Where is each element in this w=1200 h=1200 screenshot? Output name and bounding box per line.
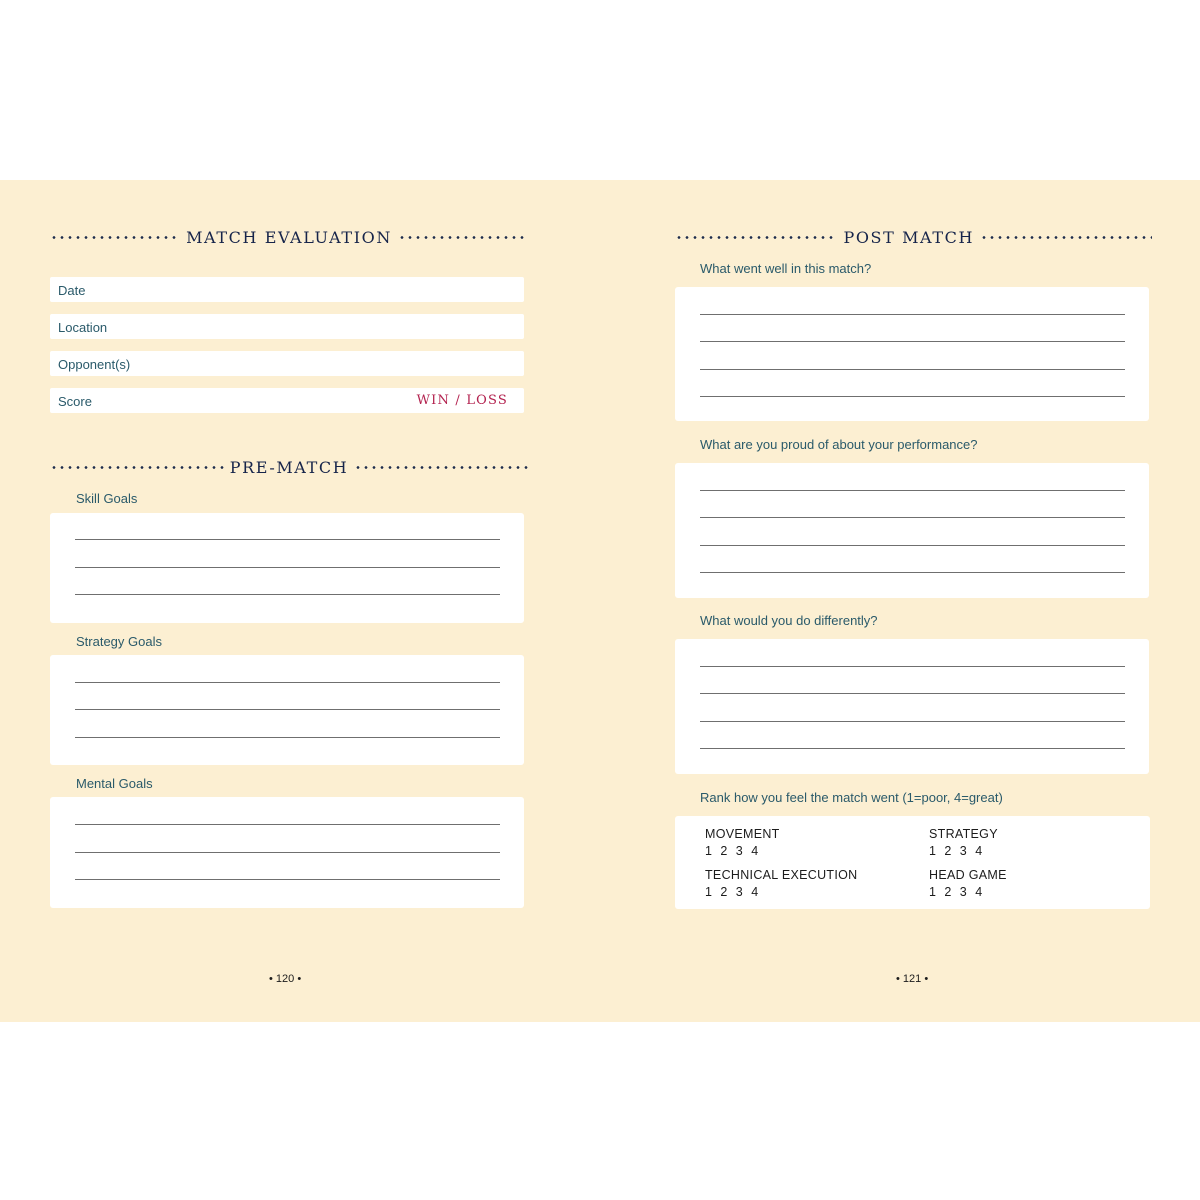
pre-match-title: PRE-MATCH [229, 457, 349, 477]
technical-execution-scale[interactable]: 1 2 3 4 [705, 885, 759, 899]
dotted-rule [50, 466, 224, 469]
opponents-field[interactable] [50, 351, 524, 376]
strategy-scale[interactable]: 1 2 3 4 [929, 844, 983, 858]
writing-line [700, 545, 1125, 546]
writing-line [75, 879, 500, 880]
win-loss-option[interactable]: WIN / LOSS [416, 393, 508, 408]
location-label: Location [58, 320, 108, 335]
mental-goals-box[interactable] [50, 797, 524, 908]
strategy-label: STRATEGY [929, 827, 998, 841]
writing-line [75, 824, 500, 825]
dotted-rule [675, 236, 837, 239]
dotted-rule [398, 236, 528, 239]
movement-label: MOVEMENT [705, 827, 780, 841]
writing-line [700, 490, 1125, 491]
technical-execution-label: TECHNICAL EXECUTION [705, 868, 858, 882]
dotted-rule [50, 236, 180, 239]
writing-line [700, 572, 1125, 573]
head-game-label: HEAD GAME [929, 868, 1007, 882]
strategy-goals-box[interactable] [50, 655, 524, 765]
post-match-heading [675, 225, 1152, 249]
page-number-left: • 120 • [269, 973, 302, 985]
writing-line [75, 682, 500, 683]
writing-line [75, 539, 500, 540]
head-game-scale[interactable]: 1 2 3 4 [929, 885, 983, 899]
writing-line [700, 721, 1125, 722]
writing-line [75, 709, 500, 710]
went-well-question: What went well in this match? [700, 261, 872, 276]
proud-question: What are you proud of about your performance? [700, 437, 978, 452]
writing-line [700, 748, 1125, 749]
dotted-rule [354, 466, 528, 469]
rank-box [675, 816, 1150, 909]
opponents-label: Opponent(s) [58, 357, 131, 372]
date-field[interactable] [50, 277, 524, 302]
skill-goals-box[interactable] [50, 513, 524, 623]
date-label: Date [58, 283, 86, 298]
book-spread [0, 180, 1200, 1022]
writing-line [700, 369, 1125, 370]
writing-line [700, 341, 1125, 342]
rank-question: Rank how you feel the match went (1=poor, 4=great) [700, 790, 1003, 805]
went-well-box[interactable] [675, 287, 1149, 421]
pre-match-heading [50, 455, 528, 479]
writing-line [75, 737, 500, 738]
writing-line [700, 693, 1125, 694]
match-evaluation-heading [50, 225, 528, 249]
match-evaluation-title: MATCH EVALUATION [186, 227, 392, 247]
writing-line [75, 594, 500, 595]
proud-box[interactable] [675, 463, 1149, 598]
movement-scale[interactable]: 1 2 3 4 [705, 844, 759, 858]
mental-goals-label: Mental Goals [76, 776, 153, 791]
post-match-title: POST MATCH [843, 227, 974, 247]
location-field[interactable] [50, 314, 524, 339]
writing-line [700, 666, 1125, 667]
page-number-right: • 121 • [896, 973, 929, 985]
differently-question: What would you do differently? [700, 613, 878, 628]
differently-box[interactable] [675, 639, 1149, 774]
writing-line [75, 852, 500, 853]
score-label: Score [58, 394, 92, 409]
strategy-goals-label: Strategy Goals [76, 634, 162, 649]
skill-goals-label: Skill Goals [76, 491, 138, 506]
writing-line [700, 314, 1125, 315]
dotted-rule [980, 236, 1152, 239]
writing-line [75, 567, 500, 568]
writing-line [700, 396, 1125, 397]
writing-line [700, 517, 1125, 518]
score-field[interactable] [50, 388, 524, 413]
